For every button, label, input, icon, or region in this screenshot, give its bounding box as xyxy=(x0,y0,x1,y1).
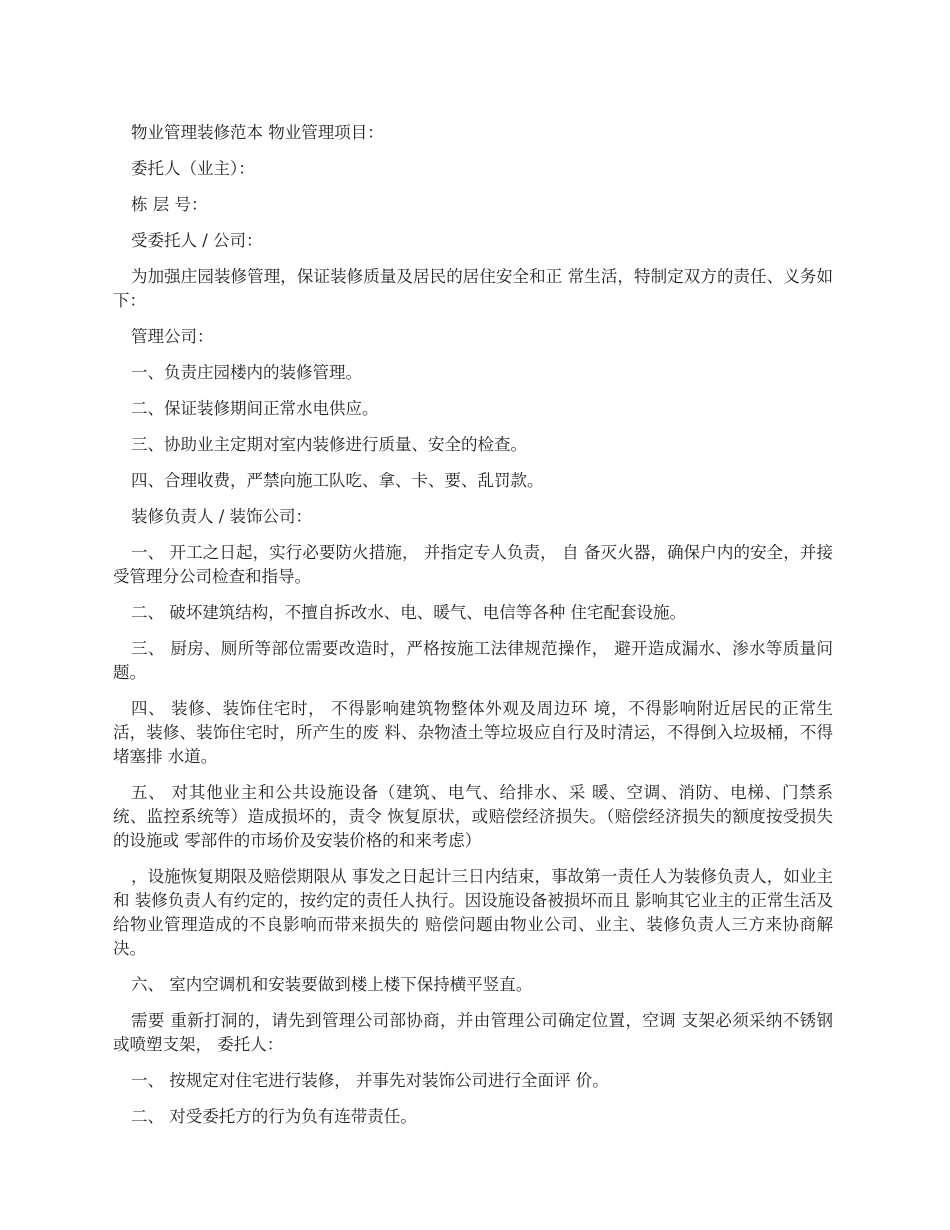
management-clause-4: 四、合理收费，严禁向施工队吃、拿、卡、要、乱罚款。 xyxy=(131,471,544,490)
section-heading-management: 管理公司： xyxy=(131,327,214,346)
management-clause-3: 三、协助业主定期对室内装修进行质量、安全的检查。 xyxy=(131,435,527,454)
document-body xyxy=(113,121,833,1141)
contractor-field: 受委托人 / 公司： xyxy=(131,231,263,250)
section-heading-decorator: 装修负责人 / 装饰公司： xyxy=(131,507,313,526)
decorator-clause-5: 五、 对其他业主和公共设施设备（建筑、电气、给排水、采 暖、空调、消防、电梯、门禁系统、监控系统等）造成损坏的，责令 恢复原状，或赔偿经济损失。（赔偿经济损失的额度按受损失的设施或 零部件的市场价及安装价格的和来考虑） xyxy=(113,783,833,850)
management-clause-2: 二、保证装修期间正常水电供应。 xyxy=(131,399,379,418)
decorator-clause-6: 六、 室内空调机和安装要做到楼上楼下保持横平竖直。 xyxy=(131,975,533,994)
decorator-clause-1: 一、 开工之日起，实行必要防火措施， 并指定专人负责， 自 备灭火器，确保户内的安全，并接受管理分公司检查和指导。 xyxy=(113,543,833,586)
doc-title-line: 物业管理装修范本 物业管理项目： xyxy=(131,123,384,142)
decorator-clause-6-continued: 需要 重新打洞的，请先到管理公司部协商，并由管理公司确定位置，空调 支架必须采纳不锈钢或喷塑支架， 委托人： xyxy=(113,1011,833,1054)
decorator-clause-4: 四、 装修、装饰住宅时， 不得影响建筑物整体外观及周边环 境，不得影响附近居民的正常生活，装修、装饰住宅时，所产生的废 料、杂物渣土等垃圾应自行及时清运，不得倒入垃圾桶，不得堵塞排 水道。 xyxy=(113,699,833,766)
decorator-clause-2: 二、 破坏建筑结构，不擅自拆改水、电、暖气、电信等各种 住宅配套设施。 xyxy=(131,603,686,622)
client-field: 委托人（业主）： xyxy=(131,159,255,178)
client-clause-2: 二、 对受委托方的行为负有连带责任。 xyxy=(131,1107,417,1126)
preamble-paragraph: 为加强庄园装修管理，保证装修质量及居民的居住安全和正 常生活，特制定双方的责任、义务如下： xyxy=(113,267,833,310)
client-clause-1: 一、 按规定对住宅进行装修， 并事先对装饰公司进行全面评 价。 xyxy=(131,1071,609,1090)
decorator-clause-3: 三、 厨房、厕所等部位需要改造时，严格按施工法律规范操作， 避开造成漏水、渗水等质量问题。 xyxy=(113,639,833,682)
unit-number-field: 栋 层 号： xyxy=(131,195,208,214)
management-clause-1: 一、负责庄园楼内的装修管理。 xyxy=(131,363,362,382)
decorator-clause-5-continued: ，设施恢复期限及赔偿期限从 事发之日起计三日内结束，事故第一责任人为装修负责人，如业主和 装修负责人有约定的，按约定的责任人执行。因设施设备被损坏而且 影响其它业主的正常生活及给物业管理造成的不良影响而带来损失的 赔偿问题由物业公司、业主、装修负责人三方来协商解决。 xyxy=(113,867,833,958)
